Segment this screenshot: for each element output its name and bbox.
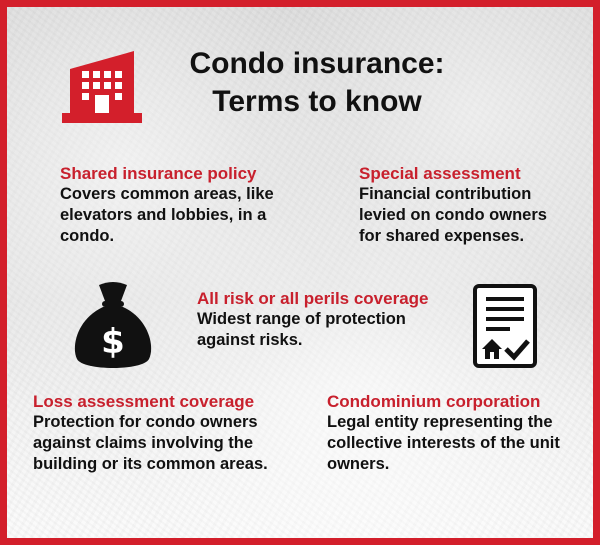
term-description	[327, 412, 592, 475]
title-line-2: Terms to know	[212, 85, 422, 118]
building-icon	[62, 47, 142, 125]
desc-line: Covers common areas, like	[60, 185, 274, 203]
desc-line: condo.	[60, 227, 115, 245]
desc-line: against claims involving the	[33, 434, 254, 452]
term-description	[60, 184, 330, 247]
desc-line: collective interests of the unit	[327, 434, 560, 452]
title-line-1: Condo insurance:	[189, 47, 445, 80]
document-house-check-icon	[472, 283, 538, 369]
term-name: Special assessment	[359, 164, 521, 183]
desc-line: for shared expenses.	[359, 227, 525, 245]
term-name: Loss assessment coverage	[33, 392, 255, 411]
desc-line: elevators and lobbies, in a	[60, 206, 267, 224]
term-description	[33, 412, 313, 475]
term-description	[359, 184, 589, 247]
term-name: Shared insurance policy	[60, 164, 257, 183]
term-loss-assessment-coverage	[33, 392, 313, 475]
term-name: All risk or all perils coverage	[197, 289, 429, 308]
term-condominium-corporation	[327, 392, 592, 475]
svg-text:$: $	[101, 322, 125, 362]
desc-line: Widest range of protection	[197, 310, 406, 328]
page-title	[167, 45, 467, 121]
term-special-assessment	[359, 164, 589, 247]
term-shared-insurance-policy	[60, 164, 330, 247]
term-all-risk-coverage	[197, 289, 457, 351]
desc-line: against risks.	[197, 331, 303, 349]
money-bag-icon	[69, 279, 157, 373]
desc-line: building or its common areas.	[33, 455, 268, 473]
desc-line: Protection for condo owners	[33, 413, 258, 431]
term-name: Condominium corporation	[327, 392, 541, 411]
desc-line: Legal entity representing the	[327, 413, 553, 431]
term-description	[197, 309, 457, 351]
desc-line: owners.	[327, 455, 390, 473]
desc-line: levied on condo owners	[359, 206, 547, 224]
desc-line: Financial contribution	[359, 185, 532, 203]
